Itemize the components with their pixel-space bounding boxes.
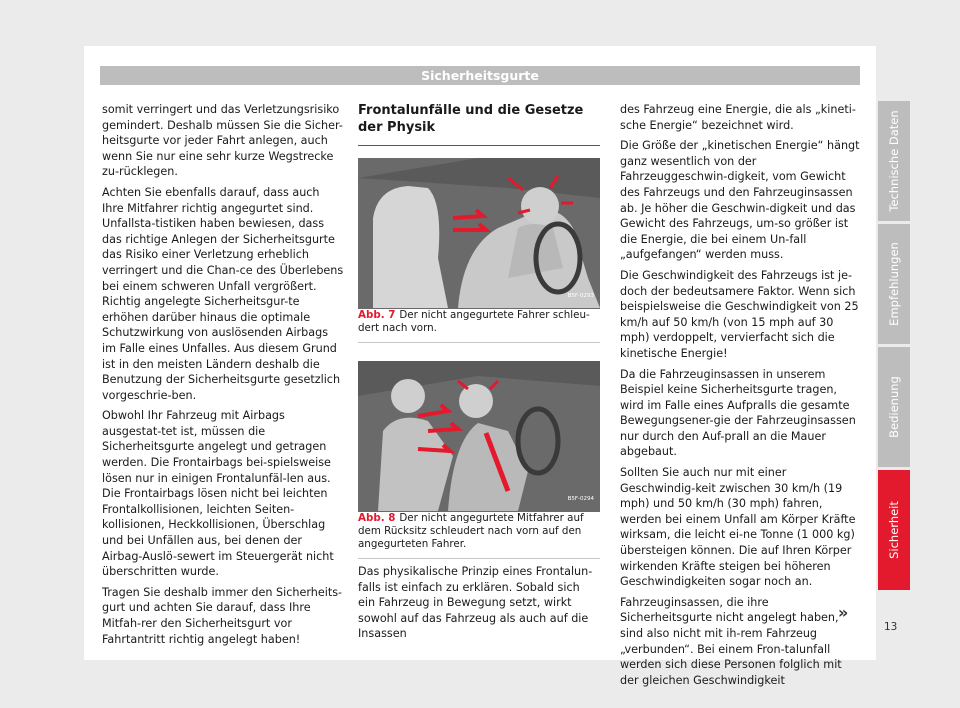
- page-header-title: Sicherheitsgurte: [100, 66, 860, 85]
- sidebar-tab-sicherheit[interactable]: [878, 470, 910, 590]
- figure-caption: [358, 512, 600, 559]
- sidebar-tab-bedienung[interactable]: [878, 347, 910, 467]
- figure-code: B5F-0293: [567, 293, 594, 300]
- paragraph: Die Größe der „kinetischen Energie“ hängt ganz wesentlich von der Fahrzeuggeschwin-digkeit, vom Gewicht des Fahrzeugs und den Fahrzeuginsassen ab. Je höher die Geschwin-digkeit und das Gewicht des Fahrzeugs, um-so größer ist die Energie, die bei einem Un-fall „aufgefangen“ werden muss.: [620, 139, 860, 262]
- figure-label: Abb. 8: [358, 512, 396, 524]
- paragraph: Achten Sie ebenfalls darauf, dass auch Ihre Mitfahrer richtig angegurtet sind. Unfallsta-tistiken haben bewiesen, dass das richtige Anlegen der Sicherheitsgurte das Risiko einer Verletzung erheblich verringert und die Chan-ce des Überlebens bei einem schweren Unfall vergrößert. Richtig angelegte Sicherheitsgur-te erhöhen darüber hinaus die optimale Schutzwirkung von auslösenden Airbags im Falle eines Unfalles. Aus diesem Grund ist in den meisten Ländern deshalb die Benutzung der Sicherheitsgurte gesetzlich vorgeschrie-ben.: [102, 185, 344, 402]
- sidebar-tab-label: Sicherheit: [887, 501, 901, 559]
- figure-driver-illustration: [358, 158, 600, 309]
- figure-caption: [358, 309, 600, 343]
- sidebar-tab-empfehlungen[interactable]: [878, 224, 910, 344]
- paragraph: somit verringert und das Verletzungsrisiko gemindert. Deshalb müssen Sie die Sicher-heitsgurte vor jeder Fahrt anlegen, auch wenn Sie nur eine sehr kurze Wegstrecke zu-rücklegen.: [102, 103, 343, 179]
- paragraph: Sollten Sie auch nur mit einer Geschwindig-keit zwischen 30 km/h (19 mph) und 50 km/h (30 mph) fahren, werden bei einem Unfall am Körper Kräfte wirksam, die leicht ei-ne Tonne (1 000 kg) übersteigen können. Die auf Ihren Körper wirkenden Kräfte steigen bei höheren Geschwindigkeiten sogar noch an.: [620, 466, 856, 589]
- section-heading: Frontalunfälle und die Gesetze der Physik: [358, 102, 600, 146]
- page-number: 13: [884, 621, 898, 633]
- paragraph: Fahrzeuginsassen, die ihre Sicherheitsgurte nicht angelegt haben, sind also nicht mit ih-rem Fahrzeug „verbunden“. Bei einem Fron-talunfall werden sich diese Personen folglich mit der gleichen Geschwindigkeit: [620, 595, 842, 687]
- figure-caption-text: Der nicht angegurtete Fahrer schleu-dert nach vorn.: [358, 309, 590, 334]
- text-column-2: [358, 102, 600, 647]
- text-column-3: [620, 102, 860, 693]
- paragraph: des Fahrzeug eine Energie, die als „kineti-sche Energie“ bezeichnet wird.: [620, 103, 856, 132]
- paragraph: Da die Fahrzeuginsassen in unserem Beispiel keine Sicherheitsgurte tragen, wird im Falle eines Aufpralls die gesamte Bewegungsener-gie der Fahrzeuginsassen nur durch den Auf-prall an die Mauer abgebaut.: [620, 367, 856, 459]
- sidebar-tab-label: Empfehlungen: [887, 242, 901, 326]
- figure-code: B5F-0294: [567, 496, 594, 503]
- continue-arrow-icon: »: [838, 603, 849, 622]
- sidebar-tab-label: Bedienung: [887, 376, 901, 438]
- paragraph: Obwohl Ihr Fahrzeug mit Airbags ausgestat-tet ist, müssen die Sicherheitsgurte angelegt und getragen werden. Die Frontairbags bei-spielsweise lösen nur in einigen Frontalunfäl-len aus. Die Frontairbags lösen nicht bei leichten Frontalkollisionen, leichten Seiten-kollisionen, Heckkollisionen, Überschlag und bei Unfällen aus, bei denen der Airbag-Auslö-sewert im Steuergerät nicht überschritten wurde.: [102, 409, 334, 579]
- sidebar-tab-technische-daten[interactable]: [878, 101, 910, 221]
- sidebar-tab-label: Technische Daten: [887, 110, 901, 212]
- paragraph: Die Geschwindigkeit des Fahrzeugs ist je-doch der bedeutsamere Faktor. Wenn sich beispielsweise die Geschwindigkeit von 25 km/h auf 50 km/h (von 15 mph auf 30 mph) verdoppelt, vervierfacht sich die kinetische Energie!: [620, 268, 859, 360]
- paragraph: Tragen Sie deshalb immer den Sicherheits-gurt und achten Sie darauf, dass Ihre Mitfah-rer den Sicherheitsgurt vor Fahrtantritt richtig angelegt haben!: [102, 585, 343, 646]
- figure-caption-text: Der nicht angegurtete Mitfahrer auf dem Rücksitz schleudert nach vorn auf den angegurteten Fahrer.: [358, 512, 584, 550]
- figure-passenger-illustration: [358, 361, 600, 512]
- figure-label: Abb. 7: [358, 309, 396, 321]
- text-column-1: [102, 102, 344, 652]
- paragraph: Das physikalische Prinzip eines Frontalun-falls ist einfach zu erklären. Sobald sich ein Fahrzeug in Bewegung setzt, wirkt sowohl auf das Fahrzeug als auch auf die Insassen: [358, 565, 593, 641]
